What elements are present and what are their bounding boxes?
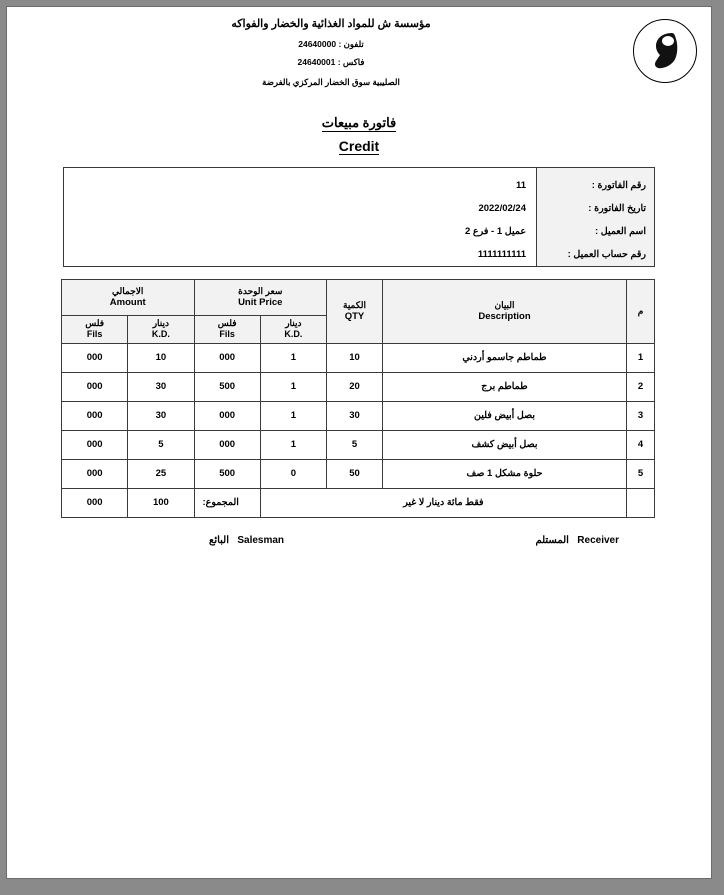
invoice-meta xyxy=(63,167,655,267)
table-row xyxy=(62,372,655,401)
value-invoice-number: 11 xyxy=(515,180,526,191)
cell-qty: 50 xyxy=(327,459,383,488)
cell-description: حلوة مشكل 1 صف xyxy=(383,459,627,488)
cell-amount-dinar: 30 xyxy=(128,401,194,430)
label-invoice-date: تاريخ الفاتورة : xyxy=(588,203,646,214)
salesman-signature xyxy=(209,535,284,546)
company-name: مؤسسة ش للمواد الغذائية والخضار والفواكه xyxy=(231,18,431,30)
col-header-qty-ar: الكمية xyxy=(343,299,366,310)
cell-amount-dinar: 5 xyxy=(128,430,194,459)
unit-price-dinar-ar: دينار xyxy=(285,318,302,328)
col-header-qty-en: QTY xyxy=(344,310,365,322)
cell-unit-price-fils: 000 xyxy=(194,343,260,372)
col-header-amount xyxy=(62,280,195,316)
salesman-label-en: Salesman xyxy=(237,535,285,546)
page-subtitle-text: Credit xyxy=(338,138,380,154)
amount-dinar-en: .K.D xyxy=(151,329,170,340)
signature-area xyxy=(63,535,655,555)
table-row xyxy=(62,430,655,459)
cell-amount-fils: 000 xyxy=(62,372,128,401)
items-table-body xyxy=(62,343,655,517)
col-header-description-ar: البيان xyxy=(494,299,515,310)
cell-description: طماطم برج xyxy=(383,372,627,401)
total-label: المجموع: xyxy=(194,488,260,517)
value-customer-account: 1111111111 xyxy=(477,249,526,260)
table-total-row xyxy=(62,488,655,517)
cell-unit-price-dinar: 1 xyxy=(260,372,326,401)
receiver-signature xyxy=(535,535,619,546)
table-row xyxy=(62,401,655,430)
items-table-head xyxy=(62,280,655,344)
cell-number: 1 xyxy=(627,343,655,372)
amount-fils-ar: فلس xyxy=(85,318,104,328)
amount-fils-en: Fils xyxy=(86,329,103,340)
total-row-spacer xyxy=(627,488,655,517)
cell-amount-fils: 000 xyxy=(62,401,128,430)
company-contact xyxy=(37,39,625,68)
cell-amount-dinar: 10 xyxy=(128,343,194,372)
col-header-unit-price-en: Unit Price xyxy=(238,297,283,309)
value-customer-name: عميل 1 - فرع 2 xyxy=(464,226,526,237)
telephone-icon xyxy=(633,19,697,83)
cell-qty: 20 xyxy=(327,372,383,401)
page-subtitle xyxy=(7,138,711,154)
invoice-sheet xyxy=(7,7,711,878)
cell-unit-price-fils: 500 xyxy=(194,459,260,488)
value-invoice-date: 2022/02/24 xyxy=(478,203,526,214)
receiver-label-en: Receiver xyxy=(577,535,619,546)
invoice-header xyxy=(7,13,711,113)
salesman-label-ar: البائع xyxy=(209,535,229,546)
cell-unit-price-fils: 500 xyxy=(194,372,260,401)
col-header-amount-en: Amount xyxy=(109,297,146,309)
cell-number: 4 xyxy=(627,430,655,459)
col-header-amount-fils xyxy=(62,316,128,344)
cell-description: طماطم جاسمو أردني xyxy=(383,343,627,372)
cell-number: 5 xyxy=(627,459,655,488)
cell-amount-fils: 000 xyxy=(62,343,128,372)
total-dinar: 100 xyxy=(128,488,194,517)
receiver-label-ar: المستلم xyxy=(535,535,569,546)
cell-amount-fils: 000 xyxy=(62,459,128,488)
col-header-unit-price-ar: سعر الوحدة xyxy=(238,285,283,296)
cell-unit-price-dinar: 1 xyxy=(260,430,326,459)
cell-unit-price-fils: 000 xyxy=(194,401,260,430)
col-header-description-en: Description xyxy=(478,310,531,322)
unit-price-fils-en: Fils xyxy=(219,329,235,340)
label-invoice-number: رقم الفاتورة : xyxy=(591,180,646,191)
cell-number: 2 xyxy=(627,372,655,401)
col-header-amount-dinar xyxy=(128,316,194,344)
page-title xyxy=(7,115,711,131)
cell-unit-price-dinar: 0 xyxy=(260,459,326,488)
cell-number: 3 xyxy=(627,401,655,430)
unit-price-fils-ar: فلس xyxy=(217,318,237,328)
total-fils: 000 xyxy=(62,488,128,517)
company-fax: فاكس : 24640001 xyxy=(297,57,365,67)
total-in-words: فقط مائة دينار لا غير xyxy=(260,488,626,517)
cell-description: بصل أبيض كشف xyxy=(383,430,627,459)
amount-dinar-ar: دينار xyxy=(152,318,170,328)
page-title-text: فاتورة مبيعات xyxy=(321,115,397,130)
cell-qty: 10 xyxy=(327,343,383,372)
col-header-unit-price-fils xyxy=(194,316,260,344)
col-header-unit-price xyxy=(194,280,327,316)
label-customer-account: رقم حساب العميل : xyxy=(567,249,646,260)
cell-unit-price-fils: 000 xyxy=(194,430,260,459)
table-row xyxy=(62,343,655,372)
col-header-description xyxy=(383,280,627,344)
col-header-amount-ar: الاجمالي xyxy=(112,285,144,296)
col-header-unit-price-dinar xyxy=(260,316,326,344)
cell-amount-dinar: 25 xyxy=(128,459,194,488)
cell-description: بصل أبيض فلين xyxy=(383,401,627,430)
col-header-qty xyxy=(327,280,383,344)
company-address: الصليبية سوق الخضار المركزي بالفرضة xyxy=(262,77,400,87)
unit-price-dinar-en: .K.D xyxy=(284,329,303,340)
cell-qty: 30 xyxy=(327,401,383,430)
label-customer-name: اسم العميل : xyxy=(594,226,646,237)
cell-unit-price-dinar: 1 xyxy=(260,401,326,430)
company-info xyxy=(37,17,625,88)
items-table xyxy=(61,279,655,518)
header-row-main xyxy=(62,280,655,316)
invoice-meta-labels xyxy=(536,168,654,266)
invoice-meta-values xyxy=(64,168,536,266)
col-header-number: م xyxy=(627,280,655,344)
cell-unit-price-dinar: 1 xyxy=(260,343,326,372)
cell-amount-fils: 000 xyxy=(62,430,128,459)
company-phone: تلفون : 24640000 xyxy=(298,39,364,49)
document-page xyxy=(6,6,712,879)
cell-amount-dinar: 30 xyxy=(128,372,194,401)
cell-qty: 5 xyxy=(327,430,383,459)
table-row xyxy=(62,459,655,488)
